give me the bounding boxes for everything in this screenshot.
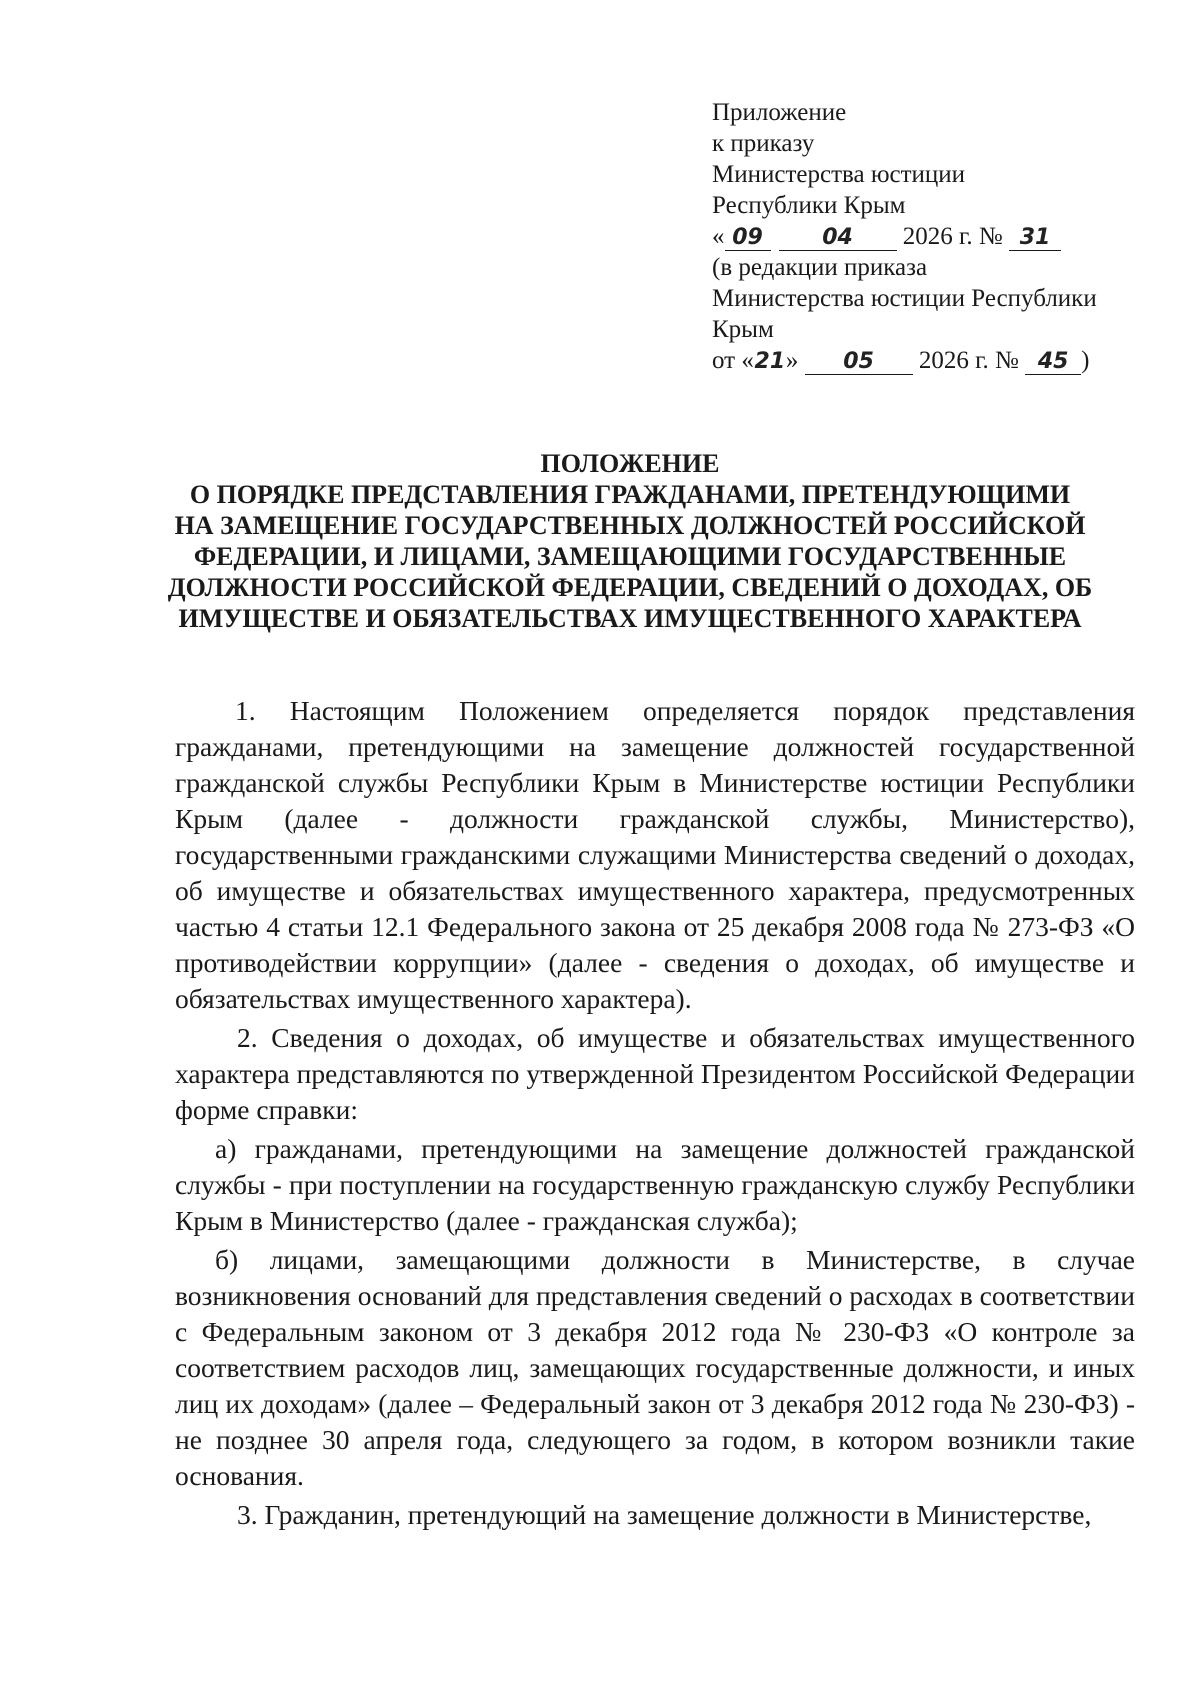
appendix-line: Республики Крым xyxy=(712,192,906,219)
handwritten-amend-day: 21 xyxy=(754,349,786,374)
handwritten-month: 04 xyxy=(779,226,897,251)
order-year-text: 2026 г. № xyxy=(902,223,1003,250)
title-line: О ПОРЯДКЕ ПРЕДСТАВЛЕНИЯ ГРАЖДАНАМИ, ПРЕТЕНДУЮЩИМИ xyxy=(189,480,1071,509)
appendix-header xyxy=(712,97,1112,376)
handwritten-amend-month: 05 xyxy=(805,350,913,375)
appendix-line: Крым xyxy=(712,316,774,343)
paragraph-2a: а) гражданами, претендующими на замещение должностей гражданской службы - при поступлении на государственную гражданскую службу Республики Крым в Министерство (далее - гражданская служба); xyxy=(175,1133,1135,1236)
date-open-quote: « xyxy=(712,223,725,250)
paragraph-3: 3. Гражданин, претендующий на замещение должности в Министерстве, xyxy=(237,1499,1092,1530)
title-line: ДОЛЖНОСТИ РОССИЙСКОЙ ФЕДЕРАЦИИ, СВЕДЕНИЙ О ДОХОДАХ, ОБ xyxy=(167,573,1093,602)
title-line: ПОЛОЖЕНИЕ xyxy=(540,449,720,478)
appendix-line: Министерства юстиции Республики xyxy=(712,285,1097,312)
amendment-close: ) xyxy=(1081,347,1090,374)
appendix-line: Приложение xyxy=(712,99,847,126)
amendment-date-line xyxy=(712,345,1112,376)
appendix-line: (в редакции приказа xyxy=(712,254,928,281)
title-line: ФЕДЕРАЦИИ, И ЛИЦАМИ, ЗАМЕЩАЮЩИМИ ГОСУДАРСТВЕННЫЕ xyxy=(193,542,1067,571)
paragraph-2b: б) лицами, замещающими должности в Министерстве, в случае возникновения оснований для представления сведений о расходах в соответствии с Федеральным законом от 3 декабря 2012 года № 230-ФЗ «О контроле за соответствием расходов лиц, замещающих государственные должности, и иных лиц их доходам» (далее – Федеральный закон от 3 декабря 2012 года № 230-ФЗ) - не позднее 30 апреля года, следующего за годом, в котором возникли такие основания. xyxy=(175,1244,1135,1491)
handwritten-order-number: 31 xyxy=(1009,226,1061,251)
amendment-year-text: 2026 г. № xyxy=(918,347,1019,374)
document-title xyxy=(150,448,1110,634)
paragraph-2: 2. Сведения о доходах, об имуществе и обязательствах имущественного характера представляются по утвержденной Президентом Российской Федерации форме справки: xyxy=(175,1022,1135,1125)
title-line: НА ЗАМЕЩЕНИЕ ГОСУДАРСТВЕННЫХ ДОЛЖНОСТЕЙ РОССИЙСКОЙ xyxy=(174,511,1086,540)
handwritten-day: 09 xyxy=(725,226,771,251)
amendment-close-quote: » xyxy=(785,347,799,374)
handwritten-amend-number: 45 xyxy=(1025,350,1081,375)
order-date-line xyxy=(712,221,1112,252)
appendix-line: Министерства юстиции xyxy=(712,161,966,188)
paragraph-1: 1. Настоящим Положением определяется порядок представления гражданами, претендующими на замещение должностей государственной гражданской службы Республики Крым в Министерстве юстиции Республики Крым (далее - должности гражданской службы, Министерство), государственными гражданскими служащими Министерства сведений о доходах, об имуществе и обязательствах имущественного характера, предусмотренных частью 4 статьи 12.1 Федерального закона от 25 декабря 2008 года № 273-ФЗ «О противодействии коррупции» (далее - сведения о доходах, об имуществе и обязательствах имущественного характера). xyxy=(175,695,1135,1014)
document-body xyxy=(175,693,1135,1536)
appendix-line: к приказу xyxy=(712,130,815,157)
title-line: ИМУЩЕСТВЕ И ОБЯЗАТЕЛЬСТВАХ ИМУЩЕСТВЕННОГО ХАРАКТЕРА xyxy=(178,604,1082,633)
amendment-prefix: от « xyxy=(712,347,754,374)
